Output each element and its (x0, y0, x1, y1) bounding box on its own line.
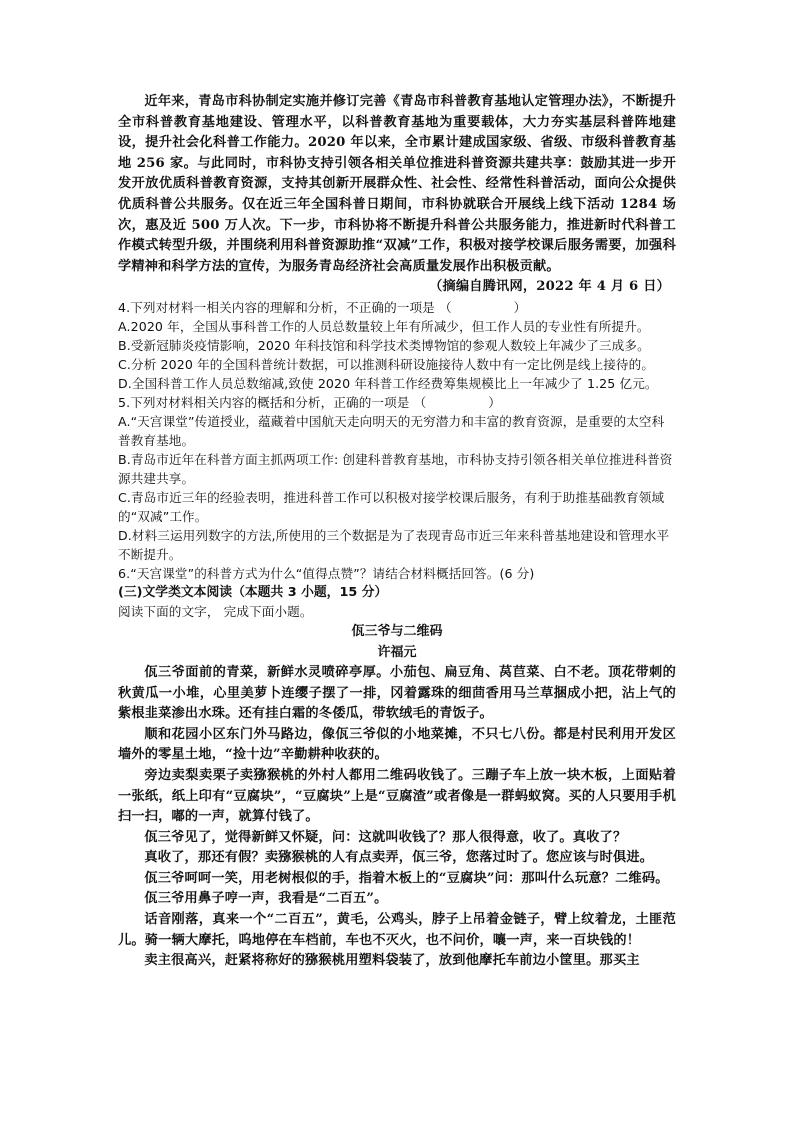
story-paragraph: 佤三爷呵呵一笑，用老树根似的手，指着木板上的“豆腐块”问：那叫什么玩意？二维码。 (144, 870, 669, 886)
question-6: 6.“天宫课堂”的科普方式为什么“值得点赞”？请结合材料概括回答。(6 分) (118, 565, 535, 581)
question-4-stem-text: 4.下列对材料一相关内容的理解和分析，不正确的一项是 （ (118, 299, 452, 315)
question-4-option-c: C.分析 2020 年的全国科普统计数据，可以推测科研设施接待人数中有一定比例是线上接待的。 (118, 356, 655, 372)
question-5-option-b: B.青岛市近年在科普方面主抓两项工作: 创建科普教育基地，市科协支持引领各相关单位推进科普资源共建共享。 (118, 451, 673, 486)
passage-source: （摘编自腾讯网，2022 年 4 月 6 日） (429, 279, 670, 295)
story-paragraph: 卖主很高兴，赶紧将称好的猕猴桃用塑料袋装了，放到他摩托车前边小筐里。那买主 (144, 953, 640, 969)
section-heading: (三)文学类文本阅读（本题共 3 小题，15 分） (118, 584, 388, 600)
story-paragraph: 真收了，那还有假？卖猕猴桃的人有点卖弄，佤三爷，您落过时了。您应该与时俱进。 (144, 850, 654, 866)
question-5-option-d: D.材料三运用列数字的方法,所使用的三个数据是为了表现青岛市近三年来科普基地建设和管理水平不断提升。 (118, 527, 670, 562)
passage-paragraph: 近年来，青岛市科协制定实施并修订完善《青岛市科普教育基地认定管理办法》，不断提升全市科普教育基地建设、管理水平，以科普教育基地为重要载体，大力夯实基层科普阵地建设，提升社会化科普工作能力。2020 年以来，全市累计建成国家级、省级、市级科普教育基地 256 家。与此同时，市科协支持引领各相关单位推进科普资源共建共享：鼓励其进一步开发开放优质科普教育资源，支持其创新开展群众性、社会性、经常性科普活动，面向公众提供优质科普公共服务。仅在近三年全国科普日期间，市科协就联合开展线上线下活动 1284 场次，惠及近 500 万人次。下一步，市科协将不断提升科普公共服务能力，推进新时代科普工作模式转型升级，并围绕利用科普资源助推“双减”工作，积极对接学校课后服务需要，加强科学精神和科学方法的宣传，为服务青岛经济社会高质量发展作出积极贡献。 (118, 94, 676, 274)
question-4-stem (118, 298, 676, 317)
story-body (118, 663, 676, 972)
question-5-stem-text: 5.下列对材料相关内容的概括和分析，正确的一项是 （ (118, 394, 427, 410)
question-5-option-c: C.青岛市近三年的经验表明，推进科普工作可以积极对接学校课后服务，有利于助推基础教育领域的“双减”工作。 (118, 489, 665, 524)
question-5 (118, 393, 676, 564)
question-4-option-a: A.2020 年，全国从事科普工作的人员总数量较上年有所减少，但工作人员的专业性有所提升。 (118, 318, 650, 334)
story-paragraph: 佤三爷面前的青菜，新鲜水灵喷碎亭厚。小茄包、扁豆角、莴苣菜、白不老。顶花带刺的秋黄瓜一小堆，心里美萝卜连缨子摆了一排，冈着露珠的细茴香用马兰草捆成小把，沾上气的紫根韭菜渗出水珠。还有挂白霜的冬倭瓜，带软绒毛的青饭子。 (118, 664, 676, 722)
question-4-option-d: D.全国科普工作人员总数缩减,致使 2020 年科普工作经费筹集规模比上一年减少了 1.25 亿元。 (118, 375, 658, 391)
story-title: 佤三爷与二维码 (351, 623, 443, 639)
question-4 (118, 298, 676, 393)
question-5-stem (118, 393, 676, 412)
story-paragraph: 旁边卖梨卖栗子卖猕猴桃的外村人都用二维码收钱了。三蹦子车上放一块木板，上面贴着一张纸，纸上印有“豆腐块”，“豆腐块”上是“豆腐渣”或者像是一群蚂蚁窝。买的人只要用手机扫一扫，嘟的一声，就算付钱了。 (118, 767, 676, 825)
question-5-option-a: A.“天宫课堂”传道授业，蕴藏着中国航天走向明天的无穷潜力和丰富的教育资源，是重要的太空科普教育基地。 (118, 413, 665, 448)
question-4-stem-end: ） (513, 299, 527, 315)
question-4-option-b: B.受新冠肺炎疫情影响，2020 年科技馆和科学技术类博物馆的参观人数较上年减少了三成多。 (118, 337, 650, 353)
story-paragraph: 话音刚落，真来一个“二百五”，黄毛，公鸡头，脖子上吊着金链子，臂上纹着龙，土匪范儿。骑一辆大摩托，呜地停在车档前，车也不灭火，也不问价，嚷一声，来一百块钱的！ (118, 912, 676, 948)
story-paragraph: 佤三爷用鼻子哼一声，我看是“二百五”。 (144, 891, 388, 907)
story-paragraph: 顺和花园小区东门外马路边，像佤三爷似的小地菜摊，不只七八份。都是村民利用开发区墙外的零星土地，“捡十边”辛勤耕种收获的。 (118, 726, 676, 763)
section-instruction: 阅读下面的文字， 完成下面小题。 (118, 603, 313, 619)
story-author: 许福元 (377, 644, 417, 660)
story-paragraph: 佤三爷见了，觉得新鲜又怀疑，问：这就叫收钱了？那人很得意，收了。真收了？ (144, 829, 627, 845)
question-5-stem-end: ） (488, 394, 501, 410)
